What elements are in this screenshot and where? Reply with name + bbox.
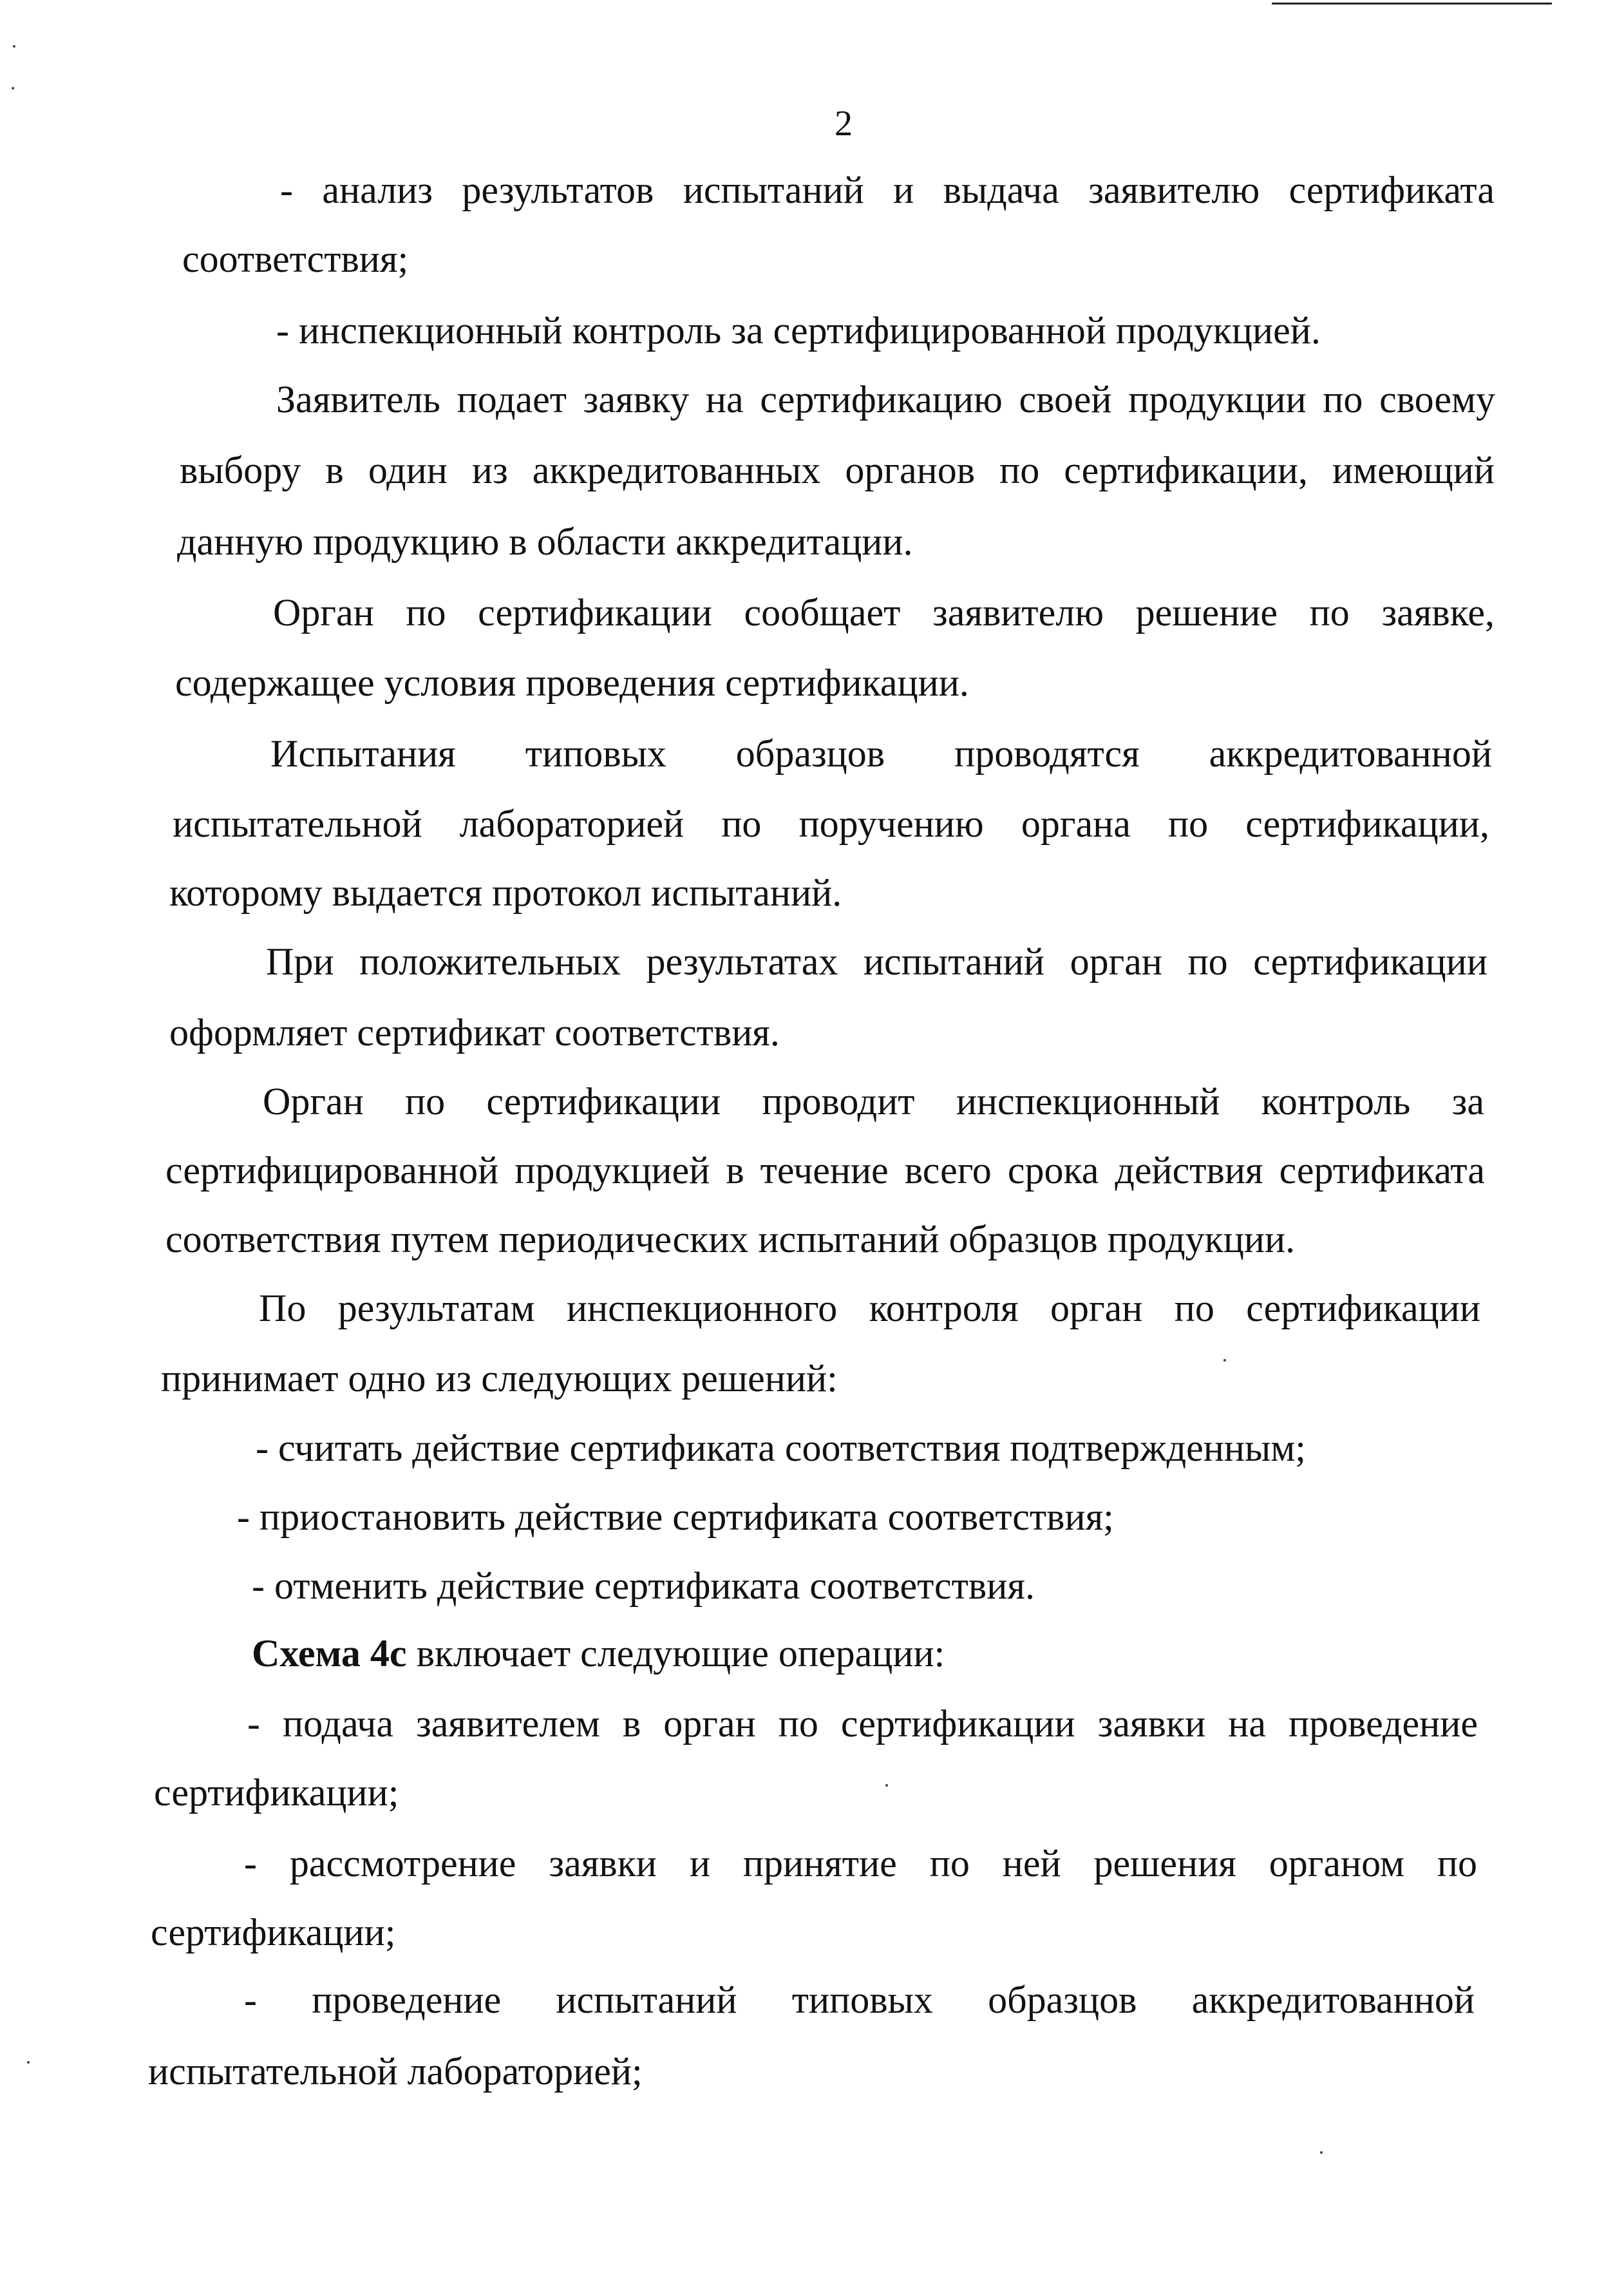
text-line: которому выдается протокол испытаний. bbox=[169, 871, 842, 914]
text-line bbox=[252, 1631, 945, 1676]
text-line: выбору в один из аккредитованных органов по сертификации, имеющий bbox=[180, 449, 1495, 491]
scan-speck bbox=[1320, 2151, 1323, 2154]
text-line: - подача заявителем в орган по сертификации заявки на проведение bbox=[247, 1702, 1478, 1745]
text-line: Испытания типовых образцов проводятся аккредитованной bbox=[270, 732, 1492, 775]
text-line: - отменить действие сертификата соответствия. bbox=[252, 1564, 1035, 1607]
text-line: сертификации; bbox=[151, 1911, 396, 1953]
text-line: содержащее условия проведения сертификации. bbox=[175, 661, 969, 704]
text-line: оформляет сертификат соответствия. bbox=[169, 1011, 780, 1054]
text-line: соответствия путем периодических испытаний образцов продукции. bbox=[165, 1218, 1296, 1260]
scheme-heading-bold: Схема 4с bbox=[252, 1632, 407, 1675]
text-line: принимает одно из следующих решений: bbox=[161, 1357, 838, 1400]
page-number: 2 bbox=[835, 104, 853, 144]
text-line: - приостановить действие сертификата соответствия; bbox=[237, 1496, 1114, 1538]
scan-speck bbox=[12, 87, 14, 90]
text-line: данную продукцию в области аккредитации. bbox=[177, 520, 913, 563]
top-rule bbox=[1272, 3, 1552, 5]
text-line: - анализ результатов испытаний и выдача заявителю сертификата bbox=[280, 169, 1495, 211]
text-line: - инспекционный контроль за сертифицированной продукцией. bbox=[276, 309, 1321, 352]
scan-speck bbox=[27, 2061, 30, 2064]
text-line: Орган по сертификации сообщает заявителю решение по заявке, bbox=[273, 591, 1495, 634]
text-line: Заявитель подает заявку на сертификацию своей продукции по своему bbox=[276, 378, 1495, 421]
text-line: - считать действие сертификата соответствия подтвержденным; bbox=[256, 1427, 1306, 1469]
text-line: испытательной лабораторией; bbox=[148, 2050, 643, 2093]
text-line: Орган по сертификации проводит инспекционный контроль за bbox=[263, 1080, 1484, 1123]
scheme-heading-rest: включает следующие операции: bbox=[406, 1632, 945, 1675]
text-line: сертифицированной продукцией в течение всего срока действия сертификата bbox=[165, 1149, 1485, 1192]
text-line: По результатам инспекционного контроля орган по сертификации bbox=[259, 1287, 1480, 1329]
scan-speck bbox=[1223, 1359, 1226, 1362]
text-line: испытательной лабораторией по поручению органа по сертификации, bbox=[173, 803, 1489, 845]
scan-speck bbox=[885, 1784, 888, 1787]
text-line: - проведение испытаний типовых образцов аккредитованной bbox=[244, 1979, 1475, 2021]
text-line: При положительных результатах испытаний орган по сертификации bbox=[266, 940, 1487, 983]
scan-speck bbox=[13, 45, 15, 48]
text-line: соответствия; bbox=[182, 238, 409, 280]
text-line: - рассмотрение заявки и принятие по ней решения органом по bbox=[244, 1842, 1477, 1885]
text-line: сертификации; bbox=[154, 1771, 399, 1814]
